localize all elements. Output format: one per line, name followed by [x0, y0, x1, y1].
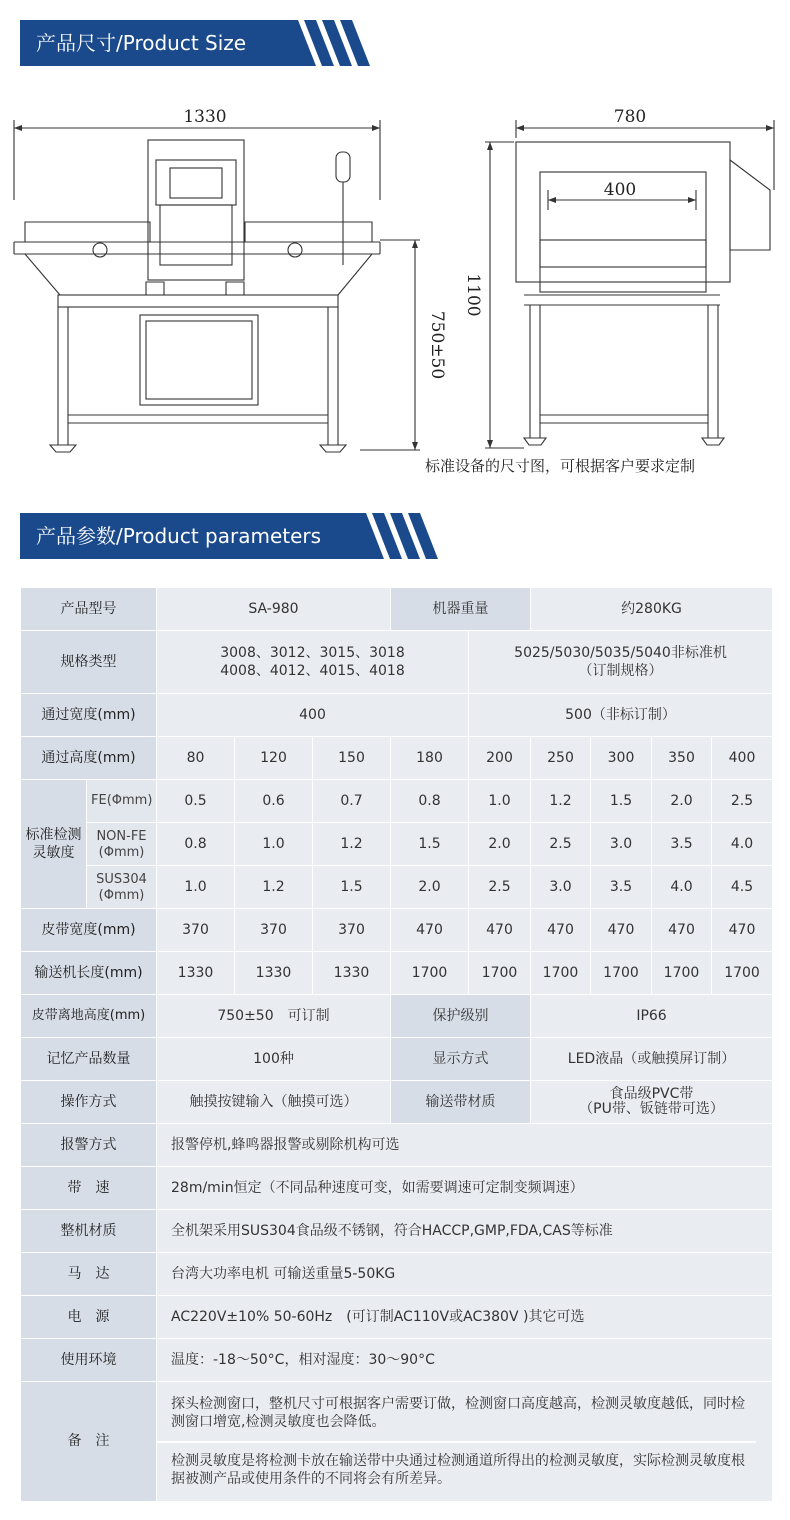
remark-paragraph-1: 探头检测窗口，整机尺寸可根据客户需要订做，检测窗口高度越高，检测灵敏度越低，同时检测窗口增宽,检测灵敏度也会降低。 — [171, 1396, 745, 1431]
model-label: 产品型号 — [21, 588, 157, 631]
sus-cell: 1.2 — [235, 866, 313, 909]
pass-height-cell: 150 — [313, 737, 391, 780]
conveyor-length-cell: 1700 — [652, 952, 712, 995]
belt-width-cell: 370 — [313, 909, 391, 952]
memory-value: 100种 — [157, 1038, 391, 1081]
belt-width-cell: 470 — [531, 909, 591, 952]
alarm-value: 报警停机,蜂鸣器报警或剔除机构可选 — [157, 1124, 773, 1167]
pass-height-cell: 300 — [591, 737, 652, 780]
belt-material-value: 食品级PVC带 （PU带、钣链带可选） — [531, 1081, 773, 1124]
nonfe-cell: 1.0 — [235, 823, 313, 866]
table-row — [21, 1339, 773, 1382]
belt-material-label: 输送带材质 — [391, 1081, 531, 1124]
operation-value: 触摸按键输入（触摸可选） — [157, 1081, 391, 1124]
spec-custom: 5025/5030/5035/5040非标准机 （订制规格） — [469, 631, 773, 694]
belt-height-value: 750±50 可订制 — [157, 995, 391, 1038]
belt-width-cell: 370 — [235, 909, 313, 952]
speed-value: 28m/min恒定（不同品种速度可变，如需要调速可定制变频调速） — [157, 1167, 773, 1210]
fe-cell: 0.8 — [391, 780, 469, 823]
pass-height-cell: 80 — [157, 737, 235, 780]
table-row — [21, 909, 773, 952]
motor-label: 马 达 — [21, 1253, 157, 1296]
power-label: 电 源 — [21, 1296, 157, 1339]
pass-height-cell: 180 — [391, 737, 469, 780]
model-value: SA-980 — [157, 588, 391, 631]
remark-label: 备 注 — [21, 1382, 157, 1502]
conveyor-length-cell: 1700 — [712, 952, 773, 995]
pass-height-cell: 400 — [712, 737, 773, 780]
nonfe-cell: 1.2 — [313, 823, 391, 866]
display-value: LED液晶（或触摸屏订制） — [531, 1038, 773, 1081]
sus-cell: 2.0 — [391, 866, 469, 909]
fe-cell: 0.7 — [313, 780, 391, 823]
pass-height-cell: 120 — [235, 737, 313, 780]
side-width-label: 780 — [613, 107, 647, 127]
fe-cell: 0.6 — [235, 780, 313, 823]
weight-value: 约280KG — [531, 588, 773, 631]
pass-width-label: 通过宽度(mm) — [21, 694, 157, 737]
power-value: AC220V±10% 50-60Hz (可订制AC110V或AC380V )其它可选 — [157, 1296, 773, 1339]
material-value: 全机架采用SUS304食品级不锈钢，符合HACCP,GMP,FDA,CAS等标准 — [157, 1210, 773, 1253]
fe-cell: 2.0 — [652, 780, 712, 823]
conveyor-length-cell: 1700 — [591, 952, 652, 995]
sus-cell: 4.5 — [712, 866, 773, 909]
sus-label: SUS304 (Φmm) — [87, 866, 157, 909]
sus-cell: 3.0 — [531, 866, 591, 909]
spec-label: 规格类型 — [21, 631, 157, 694]
belt-width-cell: 470 — [469, 909, 531, 952]
env-value: 温度：-18～50°C，相对湿度：30～90°C — [157, 1339, 773, 1382]
table-row — [21, 823, 773, 866]
fe-cell: 1.0 — [469, 780, 531, 823]
display-label: 显示方式 — [391, 1038, 531, 1081]
table-row — [21, 694, 773, 737]
table-row — [21, 952, 773, 995]
parameters-table — [20, 587, 773, 1502]
fe-cell: 2.5 — [712, 780, 773, 823]
table-row — [21, 1038, 773, 1081]
sus-cell: 1.5 — [313, 866, 391, 909]
speed-label: 带 速 — [21, 1167, 157, 1210]
protection-value: IP66 — [531, 995, 773, 1038]
fe-cell: 1.2 — [531, 780, 591, 823]
table-row — [21, 866, 773, 909]
conveyor-length-cell: 1330 — [235, 952, 313, 995]
front-width-label: 1330 — [183, 107, 227, 127]
product-params-banner — [20, 513, 420, 559]
banner-stripes-icon — [350, 513, 440, 559]
belt-width-label: 皮带宽度(mm) — [21, 909, 157, 952]
conveyor-length-cell: 1330 — [313, 952, 391, 995]
table-row — [21, 588, 773, 631]
belt-width-cell: 470 — [712, 909, 773, 952]
table-row — [21, 1382, 773, 1502]
conveyor-length-cell: 1330 — [157, 952, 235, 995]
sus-cell: 2.5 — [469, 866, 531, 909]
table-row — [21, 780, 773, 823]
table-row — [21, 1253, 773, 1296]
nonfe-cell: 2.5 — [531, 823, 591, 866]
tunnel-width-label: 400 — [603, 180, 637, 200]
table-row — [21, 1167, 773, 1210]
product-size-banner — [20, 20, 420, 66]
sensitivity-label: 标准检测 灵敏度 — [21, 780, 87, 909]
product-size-title: 产品尺寸/Product Size — [20, 20, 282, 66]
protection-label: 保护级别 — [391, 995, 531, 1038]
belt-height-label: 皮带离地高度(mm) — [21, 995, 157, 1038]
nonfe-cell: 0.8 — [157, 823, 235, 866]
pass-width-standard: 400 — [157, 694, 469, 737]
table-row — [21, 631, 773, 694]
operation-label: 操作方式 — [21, 1081, 157, 1124]
pass-height-cell: 350 — [652, 737, 712, 780]
conveyor-length-cell: 1700 — [391, 952, 469, 995]
table-row — [21, 737, 773, 780]
product-params-title: 产品参数/Product parameters — [20, 513, 350, 559]
remark-paragraph-2: 检测灵敏度是将检测卡放在输送带中央通过检测通道所得出的检测灵敏度，实际检测灵敏度根据被测产品或使用条件的不同将会有所差异。 — [171, 1452, 745, 1487]
total-height-label: 1100 — [463, 273, 483, 317]
nonfe-label: NON-FE (Φmm) — [87, 823, 157, 866]
memory-label: 记忆产品数量 — [21, 1038, 157, 1081]
belt-width-cell: 470 — [391, 909, 469, 952]
pass-height-cell: 250 — [531, 737, 591, 780]
remark-divider — [157, 1441, 756, 1443]
material-label: 整机材质 — [21, 1210, 157, 1253]
pass-width-custom: 500（非标订制） — [469, 694, 773, 737]
spec-standard: 3008、3012、3015、3018 4008、4012、4015、4018 — [157, 631, 469, 694]
dimension-drawing — [0, 90, 790, 490]
conveyor-length-cell: 1700 — [469, 952, 531, 995]
fe-cell: 1.5 — [591, 780, 652, 823]
table-row — [21, 1210, 773, 1253]
fe-label: FE(Φmm) — [87, 780, 157, 823]
alarm-label: 报警方式 — [21, 1124, 157, 1167]
sus-cell: 3.5 — [591, 866, 652, 909]
table-row — [21, 1124, 773, 1167]
pass-height-cell: 200 — [469, 737, 531, 780]
conveyor-length-label: 输送机长度(mm) — [21, 952, 157, 995]
conveyor-length-cell: 1700 — [531, 952, 591, 995]
sus-cell: 4.0 — [652, 866, 712, 909]
nonfe-cell: 3.0 — [591, 823, 652, 866]
banner-stripes-icon — [282, 20, 372, 66]
weight-label: 机器重量 — [391, 588, 531, 631]
remark-value — [157, 1382, 773, 1502]
nonfe-cell: 1.5 — [391, 823, 469, 866]
nonfe-cell: 3.5 — [652, 823, 712, 866]
motor-value: 台湾大功率电机 可输送重量5-50KG — [157, 1253, 773, 1296]
nonfe-cell: 4.0 — [712, 823, 773, 866]
table-row — [21, 995, 773, 1038]
belt-width-cell: 470 — [652, 909, 712, 952]
table-row — [21, 1296, 773, 1339]
belt-width-cell: 470 — [591, 909, 652, 952]
sus-cell: 1.0 — [157, 866, 235, 909]
env-label: 使用环境 — [21, 1339, 157, 1382]
belt-width-cell: 370 — [157, 909, 235, 952]
table-row — [21, 1081, 773, 1124]
drawing-caption: 标准设备的尺寸图，可根据客户要求定制 — [425, 457, 696, 475]
belt-height-dim-label: 750±50 — [427, 310, 447, 380]
pass-height-label: 通过高度(mm) — [21, 737, 157, 780]
fe-cell: 0.5 — [157, 780, 235, 823]
nonfe-cell: 2.0 — [469, 823, 531, 866]
